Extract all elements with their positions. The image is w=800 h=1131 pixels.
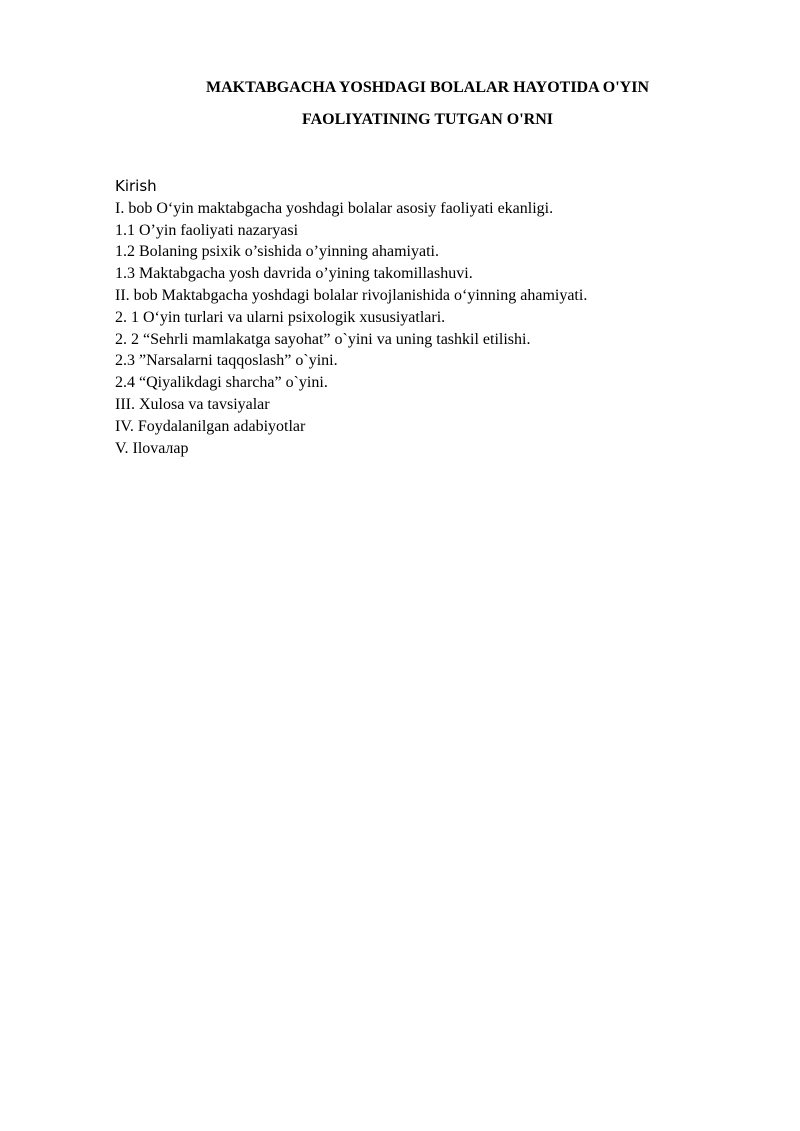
- toc-item-appendices: V. Ilovaлар: [115, 439, 189, 457]
- toc-item-2-3: 2.3 ”Narsalarni taqqoslash” o`yini.: [115, 352, 338, 370]
- toc-item-introduction: Kirish: [115, 177, 157, 195]
- page-title-line-2: FAOLIYATINING TUTGAN O'RNI: [301, 111, 553, 128]
- toc-item-1-1: 1.1 O’yin faoliyati nazaryasi: [115, 221, 299, 239]
- toc-item-chapter-1: I. bob O‘yin maktabgacha yoshdagi bolalar asosiy faoliyati ekanligi.: [115, 199, 554, 217]
- table-of-contents: [115, 176, 755, 459]
- page-title-line-1: MAKTABGACHA YOSHDAGI BOLALAR HAYOTIDA O'YIN: [205, 79, 650, 96]
- toc-item-2-2: 2. 2 “Sehrli mamlakatga sayohat” o`yini va uning tashkil etilishi.: [115, 330, 531, 348]
- toc-item-1-3: 1.3 Maktabgacha yosh davrida o’yining takomillashuvi.: [115, 265, 473, 283]
- toc-item-1-2: 1.2 Bolaning psixik o’sishida o’yinning ahamiyati.: [115, 243, 439, 261]
- toc-item-references: IV. Foydalanilgan adabiyotlar: [115, 417, 306, 435]
- toc-item-2-4: 2.4 “Qiyalikdagi sharcha” o`yini.: [115, 374, 328, 392]
- toc-item-conclusion: III. Xulosa va tavsiyalar: [115, 395, 270, 413]
- toc-item-chapter-2: II. bob Maktabgacha yoshdagi bolalar rivojlanishida o‘yinning ahamiyati.: [115, 286, 588, 304]
- toc-item-2-1: 2. 1 O‘yin turlari va ularni psixologik xususiyatlari.: [115, 308, 446, 326]
